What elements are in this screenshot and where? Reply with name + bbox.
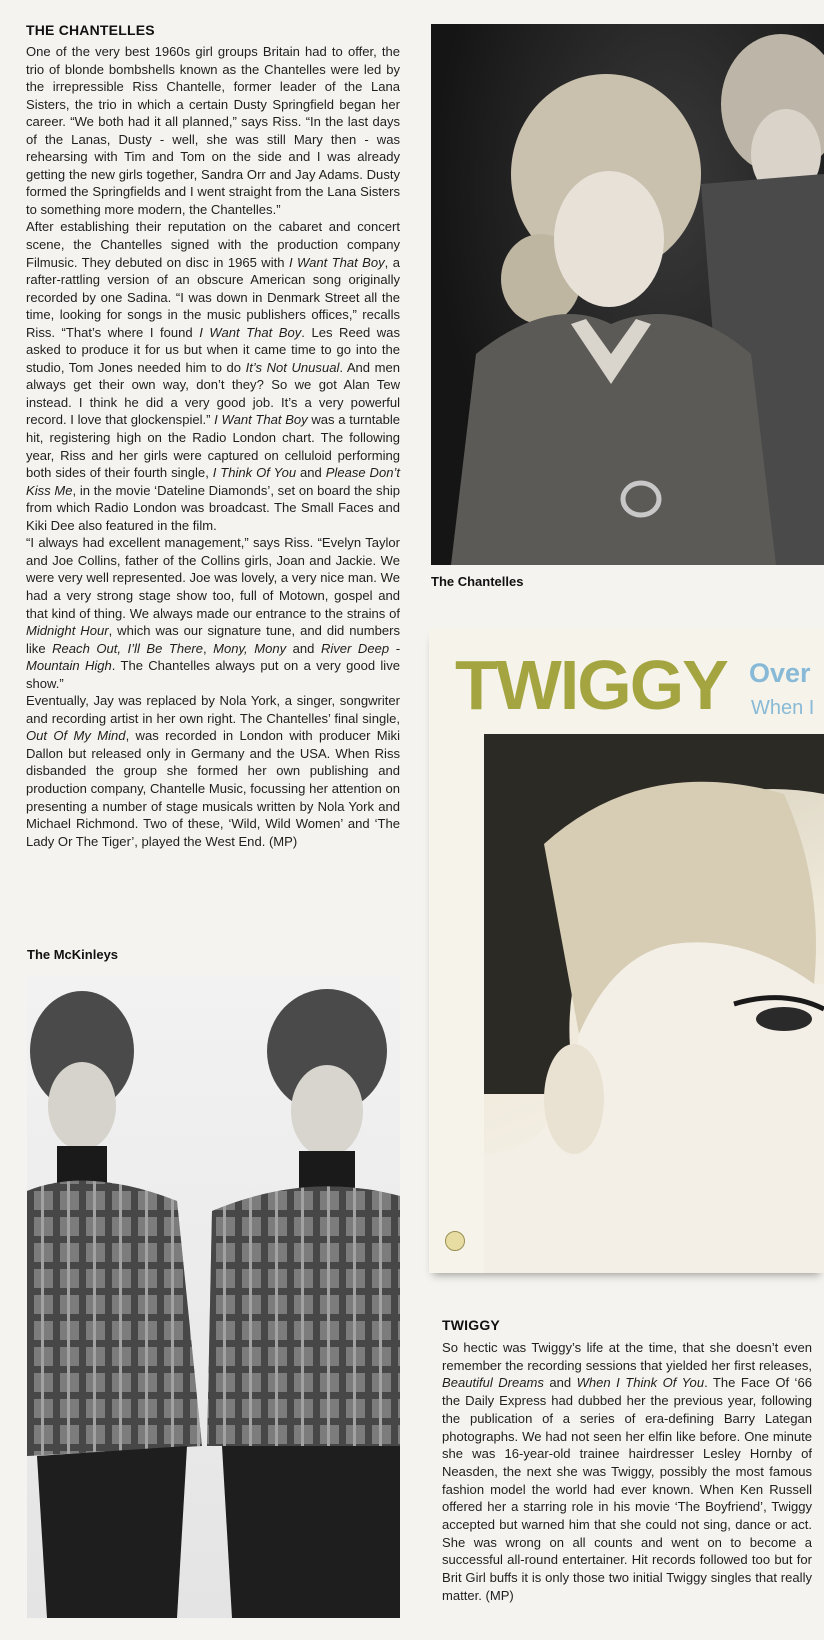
- text-run: , a rafter-rattling version of an obscure American song originally recorded by one Sadina. “I was down in Denmark Street all the time, looking for songs in the music publishers offices,” recalls Riss. “That’s where I found: [26, 254, 400, 340]
- song-title-text: It’s Not Unusual: [245, 359, 340, 375]
- text-run: One of the very best 1960s girl groups Britain had to offer, the trio of blonde bombshells known as the Chantelles were led by the irrepressible Riss Chantelle, former leader of the Lana Sisters, the trio in which a certain Dusty Springfield began her career. “We both had it all planned,” says Riss. “In the last days of the Lanas, Dusty - well, she was still Mary then - was rehearsing with Tim and Tom on the side and I was already getting the new girls together, Sandra Orr and Jay Adams. Dusty formed the Springfields and I went straight from the Lana Sisters to something more modern, the Chantelles.”: [26, 44, 400, 217]
- article-paragraph: [26, 534, 400, 692]
- text-run: ,: [202, 640, 214, 656]
- text-run: So hectic was Twiggy’s life at the time, that she doesn’t even remember the recording sessions that yielded her first releases,: [442, 1340, 812, 1373]
- song-title-text: I Want That Boy: [214, 412, 308, 428]
- article-paragraph: [26, 692, 400, 850]
- mckinleys-photo-art: [27, 976, 400, 1618]
- song-title-text: Please Don’t Kiss Me: [26, 465, 400, 498]
- song-title-text: Reach Out, I’ll Be There: [52, 640, 203, 656]
- text-run: , which was our signature tune, and did numbers like: [26, 623, 401, 656]
- text-run: and: [296, 465, 326, 481]
- chantelles-caption: The Chantelles: [431, 574, 524, 589]
- song-title-text: I Think Of You: [212, 465, 297, 481]
- twiggy-record-cover: [429, 628, 824, 1273]
- twiggy-article-body: [442, 1339, 812, 1605]
- record-label-logo-icon: [445, 1231, 465, 1251]
- text-run: was a turntable hit, registering high on the Radio London chart. The following year, Riss and her girls were captured on celluloid performing both sides of their fourth single,: [26, 412, 400, 481]
- text-run: . Les Reed was asked to produce it for us but when it came time to go into the studio, Tom Jones needed him to do: [26, 324, 400, 375]
- twiggy-heading: TWIGGY: [442, 1317, 500, 1333]
- text-run: “I always had excellent management,” says Riss. “Evelyn Taylor and Joe Collins, father of the Collins girls, Joan and Jackie. We were very well represented. Joe was lovely, a very nice man. We had a very strong stage show too, full of Motown, gospel and that kind of thing. We always made our entrance to the strains of: [26, 535, 400, 621]
- text-run: and: [286, 640, 321, 656]
- chantelles-article-body: [26, 43, 400, 850]
- chantelles-heading: THE CHANTELLES: [26, 22, 155, 38]
- song-title-text: Mony, Mony: [213, 640, 287, 656]
- article-paragraph: [26, 43, 400, 218]
- text-run: After establishing their reputation on the cabaret and concert scene, the Chantelles signed with the production company Filmusic. They debuted on disc in 1965 with: [26, 219, 400, 270]
- mckinleys-caption: The McKinleys: [27, 947, 119, 962]
- song-title-text: I Want That Boy: [199, 324, 302, 340]
- twiggy-cover-subtitle-1: Over: [749, 658, 811, 688]
- twiggy-cover-photo: [484, 734, 824, 1273]
- text-run: , was recorded in London with producer Miki Dallon but released only in Germany and the USA. When Riss disbanded the group she formed her own publishing and production company, Chantelle Music, focussing her attention on presenting a number of stage musicals written by Nola York and Michael Richmond. Two of these, ‘Wild, Wild Women’ and ‘The Lady Or The Tiger’, played the West End. (MP): [26, 728, 400, 849]
- song-title-text: Midnight Hour: [26, 623, 109, 639]
- song-title-text: River Deep - Mountain High: [26, 640, 400, 674]
- song-title-text: Out Of My Mind: [26, 728, 126, 744]
- text-run: Eventually, Jay was replaced by Nola York, a singer, songwriter and recording artist in her own right. The Chantelles’ final single,: [26, 693, 400, 726]
- twiggy-cover-subtitle-2: When I: [751, 697, 815, 719]
- mckinleys-photo: [27, 976, 400, 1618]
- article-paragraph: [442, 1339, 812, 1605]
- text-run: and: [543, 1375, 577, 1391]
- chantelles-photo-art: [431, 24, 824, 565]
- text-run: . The Chantelles always put on a very good live show.”: [26, 658, 400, 691]
- text-run: , in the movie ‘Dateline Diamonds’, set on board the ship from which Radio London was broadcast. The Small Faces and Kiki Dee also featured in the film.: [26, 482, 400, 533]
- twiggy-cover-title: TWIGGY: [455, 646, 727, 724]
- text-run: . The Face Of ‘66 the Daily Express had dubbed her the previous year, following the publication of a series of era-defining Barry Lategan photographs. We had not seen her elfin like before. One minute she was 16-year-old trainee hairdresser Lesley Hornby of Neasden, the next she was Twiggy, possibly the most famous fashion model the world had ever known. When Ken Russell offered her a starring role in his movie ‘The Boyfriend’, Twiggy accepted but warned him that she could not sing, dance or act. She was wrong on all counts and went on to become a successful all-round entertainer. Hit records followed too but for Brit Girl buffs it is only those two initial Twiggy singles that really matter. (MP): [442, 1375, 812, 1603]
- twiggy-cover-photo-art: [484, 734, 824, 1273]
- chantelles-photo: [431, 24, 824, 565]
- text-run: . And men always get their own way, don’t they? So we got Alan Tew instead. I think he did a very good job. It’s a very powerful record. I love that glockenspiel.”: [26, 359, 400, 428]
- song-title-text: I Want That Boy: [288, 254, 385, 270]
- song-title-text: Beautiful Dreams: [442, 1375, 544, 1391]
- article-paragraph: [26, 218, 400, 534]
- song-title-text: When I Think Of You: [576, 1375, 705, 1391]
